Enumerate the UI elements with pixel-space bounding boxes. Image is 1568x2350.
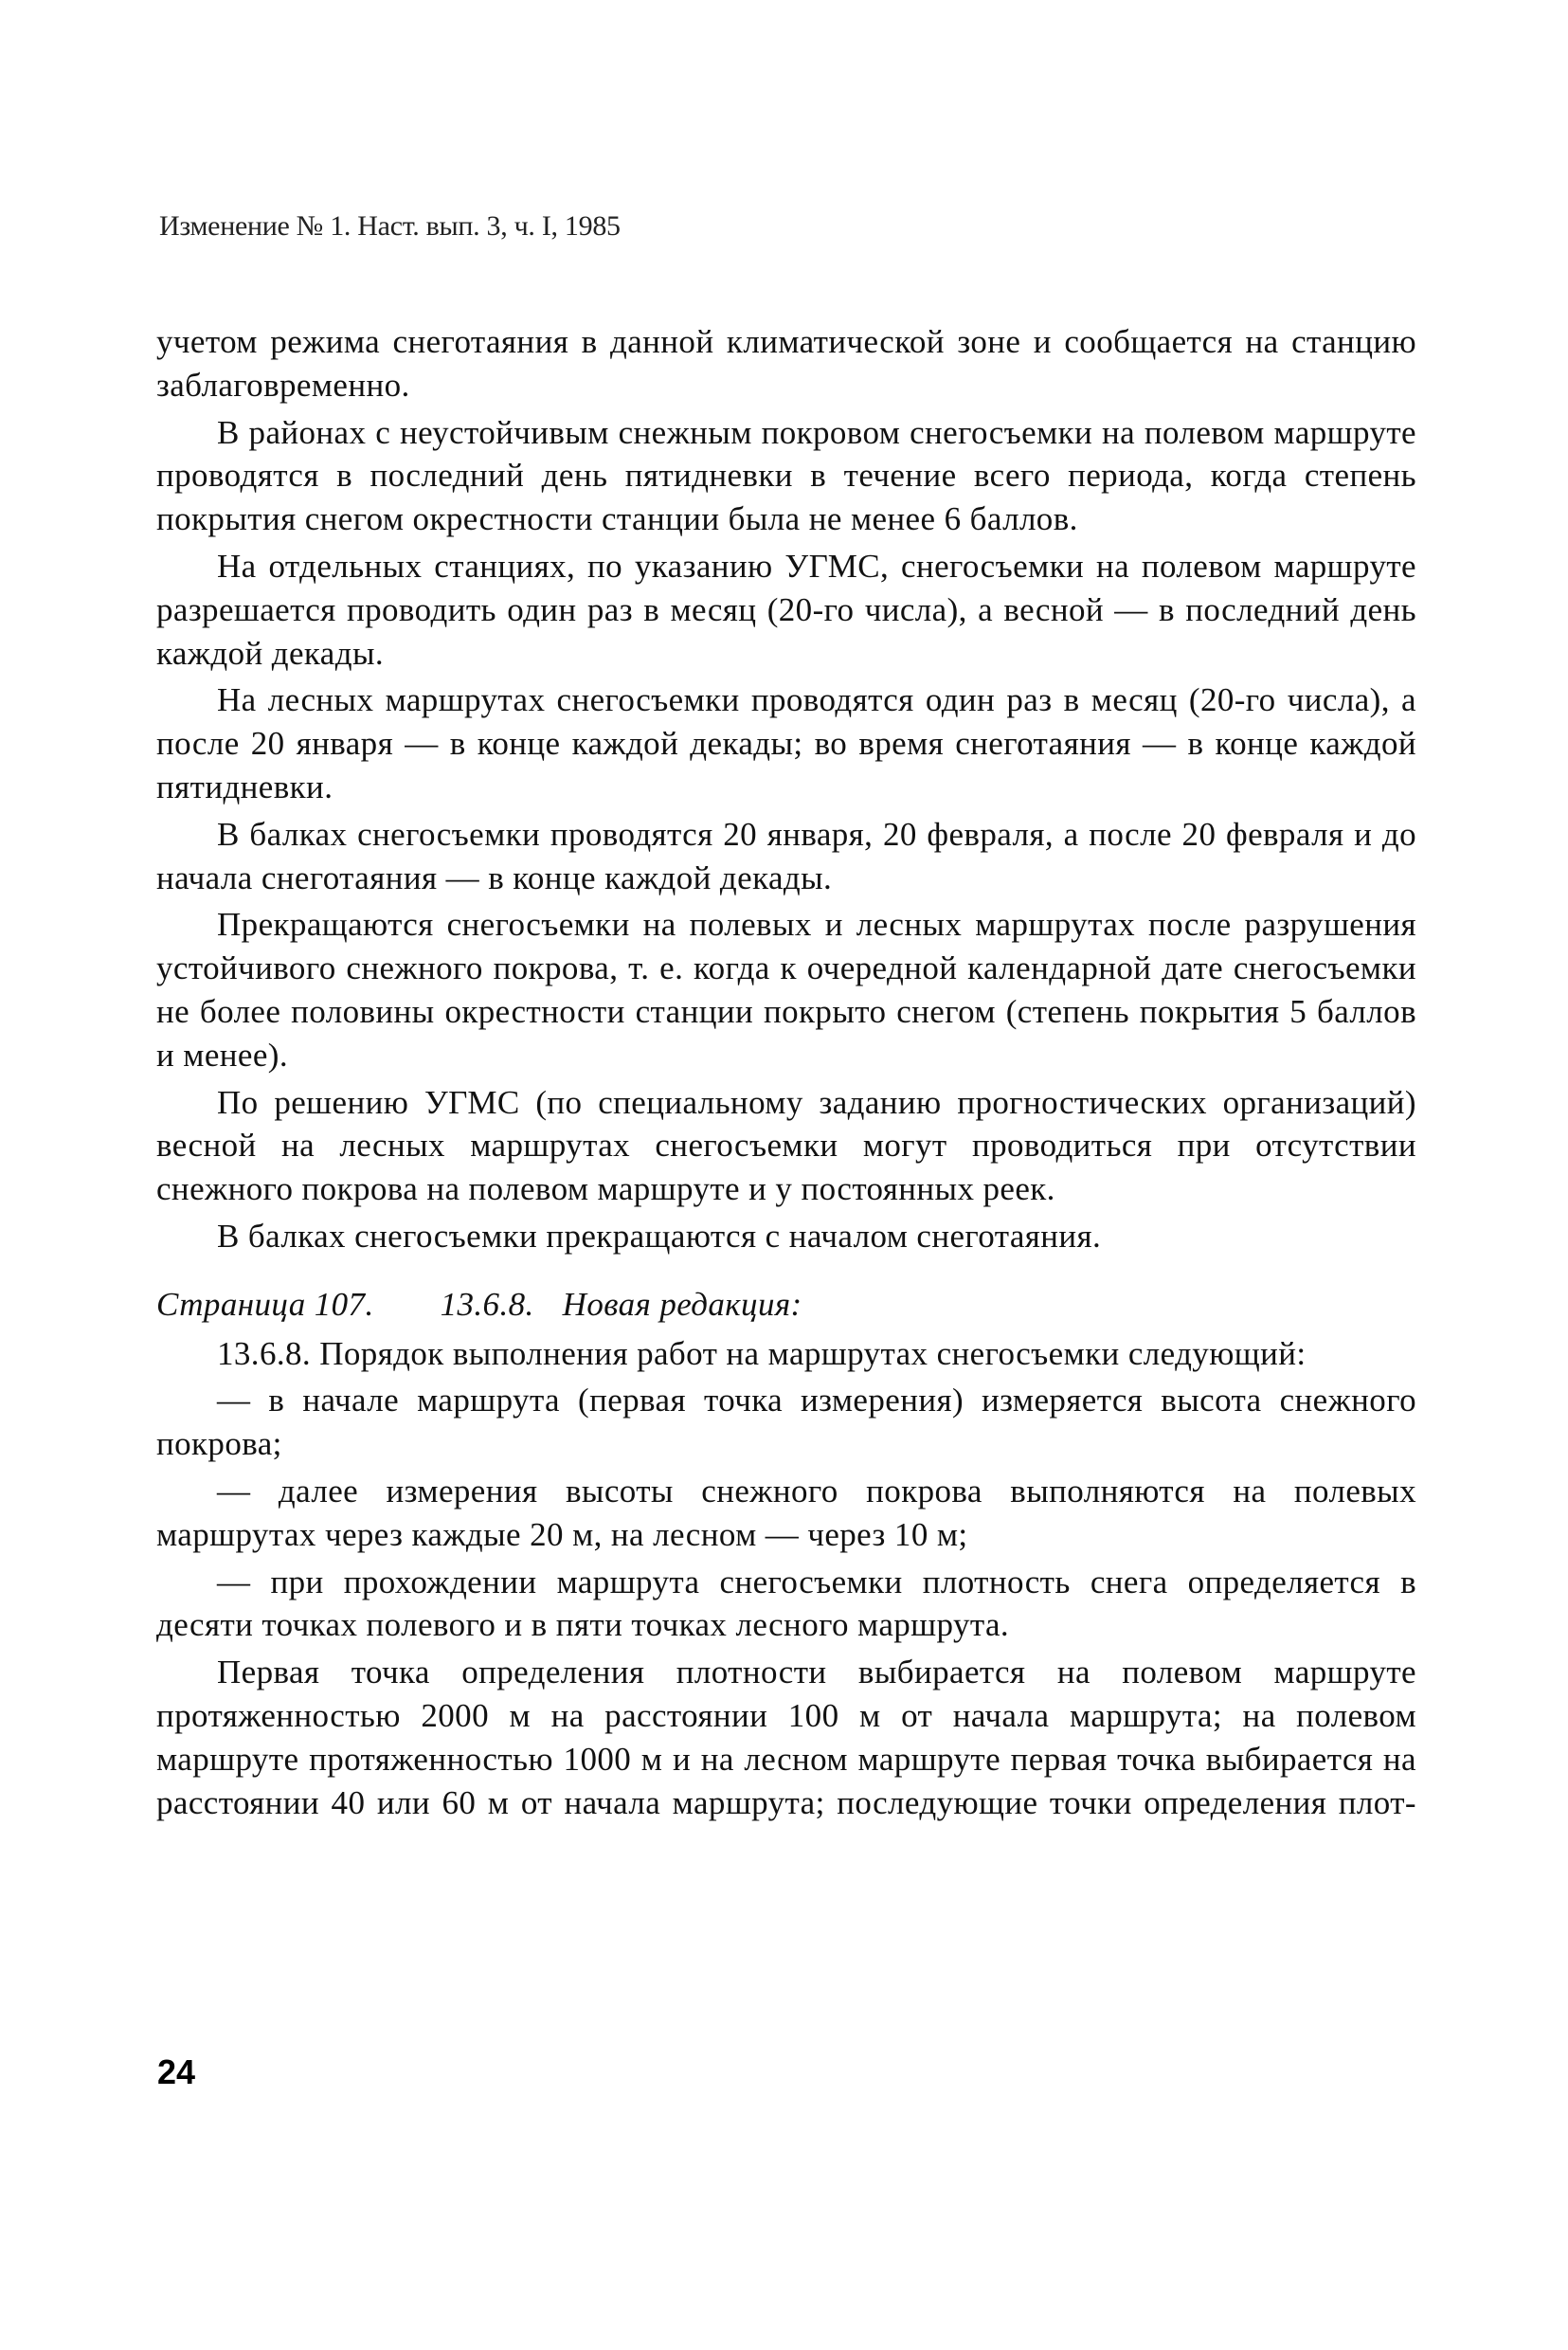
edition-note: Новая редакция: [562,1285,802,1323]
running-head: Изменение № 1. Наст. вып. 3, ч. I, 1985 [159,210,621,242]
paragraph: На лесных маршрутах снегосъемки проводятся один раз в месяц (20-го числа), а после 20 января — в конце каждой декады; во время снеготаяния — в конце каждой пятидневки. [156,681,1416,805]
paragraph: В районах с неустойчивым снежным покровом снегосъемки на полевом маршруте проводятся в последний день пятидневки в течение всего периода, когда степень покрытия снегом окрестности станции была не менее 6 баллов. [156,413,1416,538]
paragraph: На отдельных станциях, по указанию УГМС, снегосъемки на полевом маршруте разрешается проводить один раз в месяц (20-го числа), а весной — в последний день каждой декады. [156,547,1416,672]
list-item: — далее измерения высоты снежного покрова выполняются на полевых маршрутах через каждые 20 м, на лесном — через 10 м; [156,1472,1416,1553]
paragraph: В балках снегосъемки прекращаются с началом снеготаяния. [217,1217,1102,1255]
clause-number: 13.6.8. [440,1285,534,1323]
section-heading [156,1283,1416,1327]
page-reference: Страница 107. [156,1285,374,1323]
paragraph: В балках снегосъемки проводятся 20 января, 20 февраля, а после 20 февраля и до начала снеготаяния — в конце каждой декады. [156,815,1416,896]
list-item: — при прохождении маршрута снегосъемки плотность снега определяется в десяти точках полевого и в пяти точках лесного маршрута. [156,1563,1416,1644]
paragraph: Первая точка определения плотности выбирается на полевом маршруте протяженностью 2000 м на расстоянии 100 м от начала маршрута; на полевом маршруте протяженностью 1000 м и на лесном маршруте первая точка выбирается на расстоянии 40 или 60 м от начала маршрута; последующие точки определения плот- [156,1654,1416,1821]
paragraph: Прекращаются снегосъемки на полевых и лесных маршрутах после разрушения устойчивого снежного покрова, т. е. когда к очередной календарной дате снегосъемки не более половины окрестности станции покрыто снегом (степень покрытия 5 баллов и менее). [156,906,1416,1074]
list-item: — в начале маршрута (первая точка измерения) измеряется высота снежного покрова; [156,1382,1416,1463]
body-text [156,320,1416,1828]
paragraph: По решению УГМС (по специальному заданию прогностических организаций) весной на лесных маршрутах снегосъемки могут проводиться при отсутствии снежного покрова на полевом маршруте и у постоянных реек. [156,1083,1416,1208]
paragraph: 13.6.8. Порядок выполнения работ на маршрутах снегосъемки следующий: [217,1334,1307,1372]
paragraph: учетом режима снеготаяния в данной климатической зоне и сообщается на станцию заблаговременно. [156,323,1416,404]
page-number: 24 [157,2052,196,2091]
